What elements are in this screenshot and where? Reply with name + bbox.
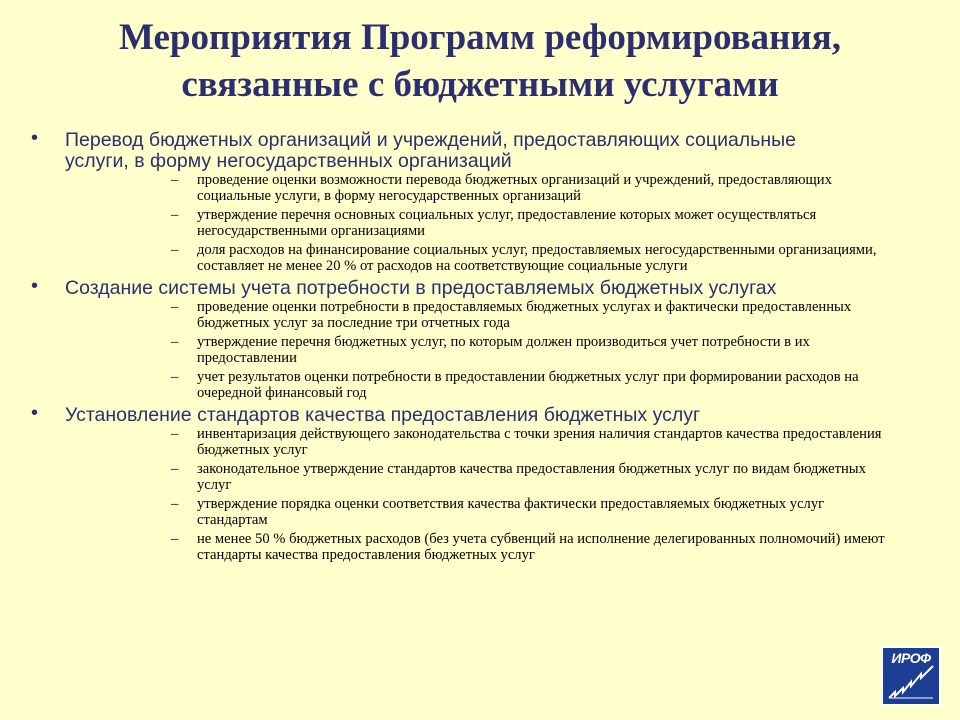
section-3	[0, 402, 960, 563]
item-text: учет результатов оценки потребности в предоставлении бюджетных услуг при формировании расходов на очередной финансовый год	[197, 369, 859, 401]
list-item	[171, 242, 897, 274]
title-line-1: Мероприятия Программ реформирования,	[119, 17, 841, 58]
bullet-icon: •	[31, 402, 39, 424]
dash-icon: –	[171, 207, 179, 223]
section-1	[0, 127, 960, 274]
list-item	[171, 299, 897, 331]
item-text: доля расходов на финансирование социальных услуг, предоставляемых негосударственными организациями, составляет не менее 20 % от расходов на соответствующие социальные услуги	[197, 242, 877, 274]
dash-icon: –	[171, 242, 179, 258]
dash-icon: –	[171, 172, 179, 188]
item-text: утверждение перечня бюджетных услуг, по которым должен производиться учет потребности в их предоставлении	[197, 334, 810, 366]
item-text: не менее 50 % бюджетных расходов (без учета субвенций на исполнение делегированных полномочий) имеют стандарты качества предоставления бюджетных услуг	[197, 531, 885, 563]
item-text: утверждение порядка оценки соответствия качества фактически предоставляемых бюджетных услуг стандартам	[197, 496, 825, 528]
item-text: проведение оценки потребности в предоставляемых бюджетных услугах и фактически предоставленных бюджетных услуг за последние три отчетных года	[197, 299, 852, 331]
slide-title	[20, 14, 940, 108]
item-text: проведение оценки возможности перевода бюджетных организаций и учреждений, предоставляющих социальные услуги, в форму негосударственных организаций	[197, 172, 832, 204]
irof-logo	[881, 646, 941, 706]
list-item	[171, 172, 897, 204]
list-item	[171, 426, 897, 458]
dash-icon: –	[171, 426, 179, 442]
list-item	[171, 207, 897, 239]
item-text: инвентаризация действующего законодательства с точки зрения наличия стандартов качества предоставления бюджетных услуг	[197, 426, 882, 458]
item-text: законодательное утверждение стандартов качества предоставления бюджетных услуг по видам бюджетных услуг	[197, 461, 866, 493]
section-heading	[31, 275, 865, 299]
dash-icon: –	[171, 299, 179, 315]
bullet-icon: •	[31, 127, 39, 149]
section-2	[0, 275, 960, 401]
section-text: Перевод бюджетных организаций и учреждений, предоставляющих социальные услуги, в форму негосударственных организаций	[65, 129, 796, 172]
list-item	[171, 369, 897, 401]
bullet-list	[0, 127, 960, 567]
section-text: Установление стандартов качества предоставления бюджетных услуг	[65, 404, 701, 426]
logo-text: ИРОФ	[891, 650, 931, 666]
dash-icon: –	[171, 369, 179, 385]
section-text: Создание системы учета потребности в предоставляемых бюджетных услугах	[65, 277, 777, 299]
list-item	[171, 531, 897, 563]
section-heading	[31, 127, 865, 172]
list-item	[171, 461, 897, 493]
dash-icon: –	[171, 334, 179, 350]
dash-icon: –	[171, 461, 179, 477]
title-line-2: связанные с бюджетными услугами	[181, 64, 779, 105]
list-item	[171, 334, 897, 366]
dash-icon: –	[171, 531, 179, 547]
item-text: утверждение перечня основных социальных услуг, предоставление которых может осуществляться негосударственными организациями	[197, 207, 817, 239]
section-heading	[31, 402, 865, 426]
bullet-icon: •	[31, 275, 39, 297]
list-item	[171, 496, 897, 528]
dash-icon: –	[171, 496, 179, 512]
